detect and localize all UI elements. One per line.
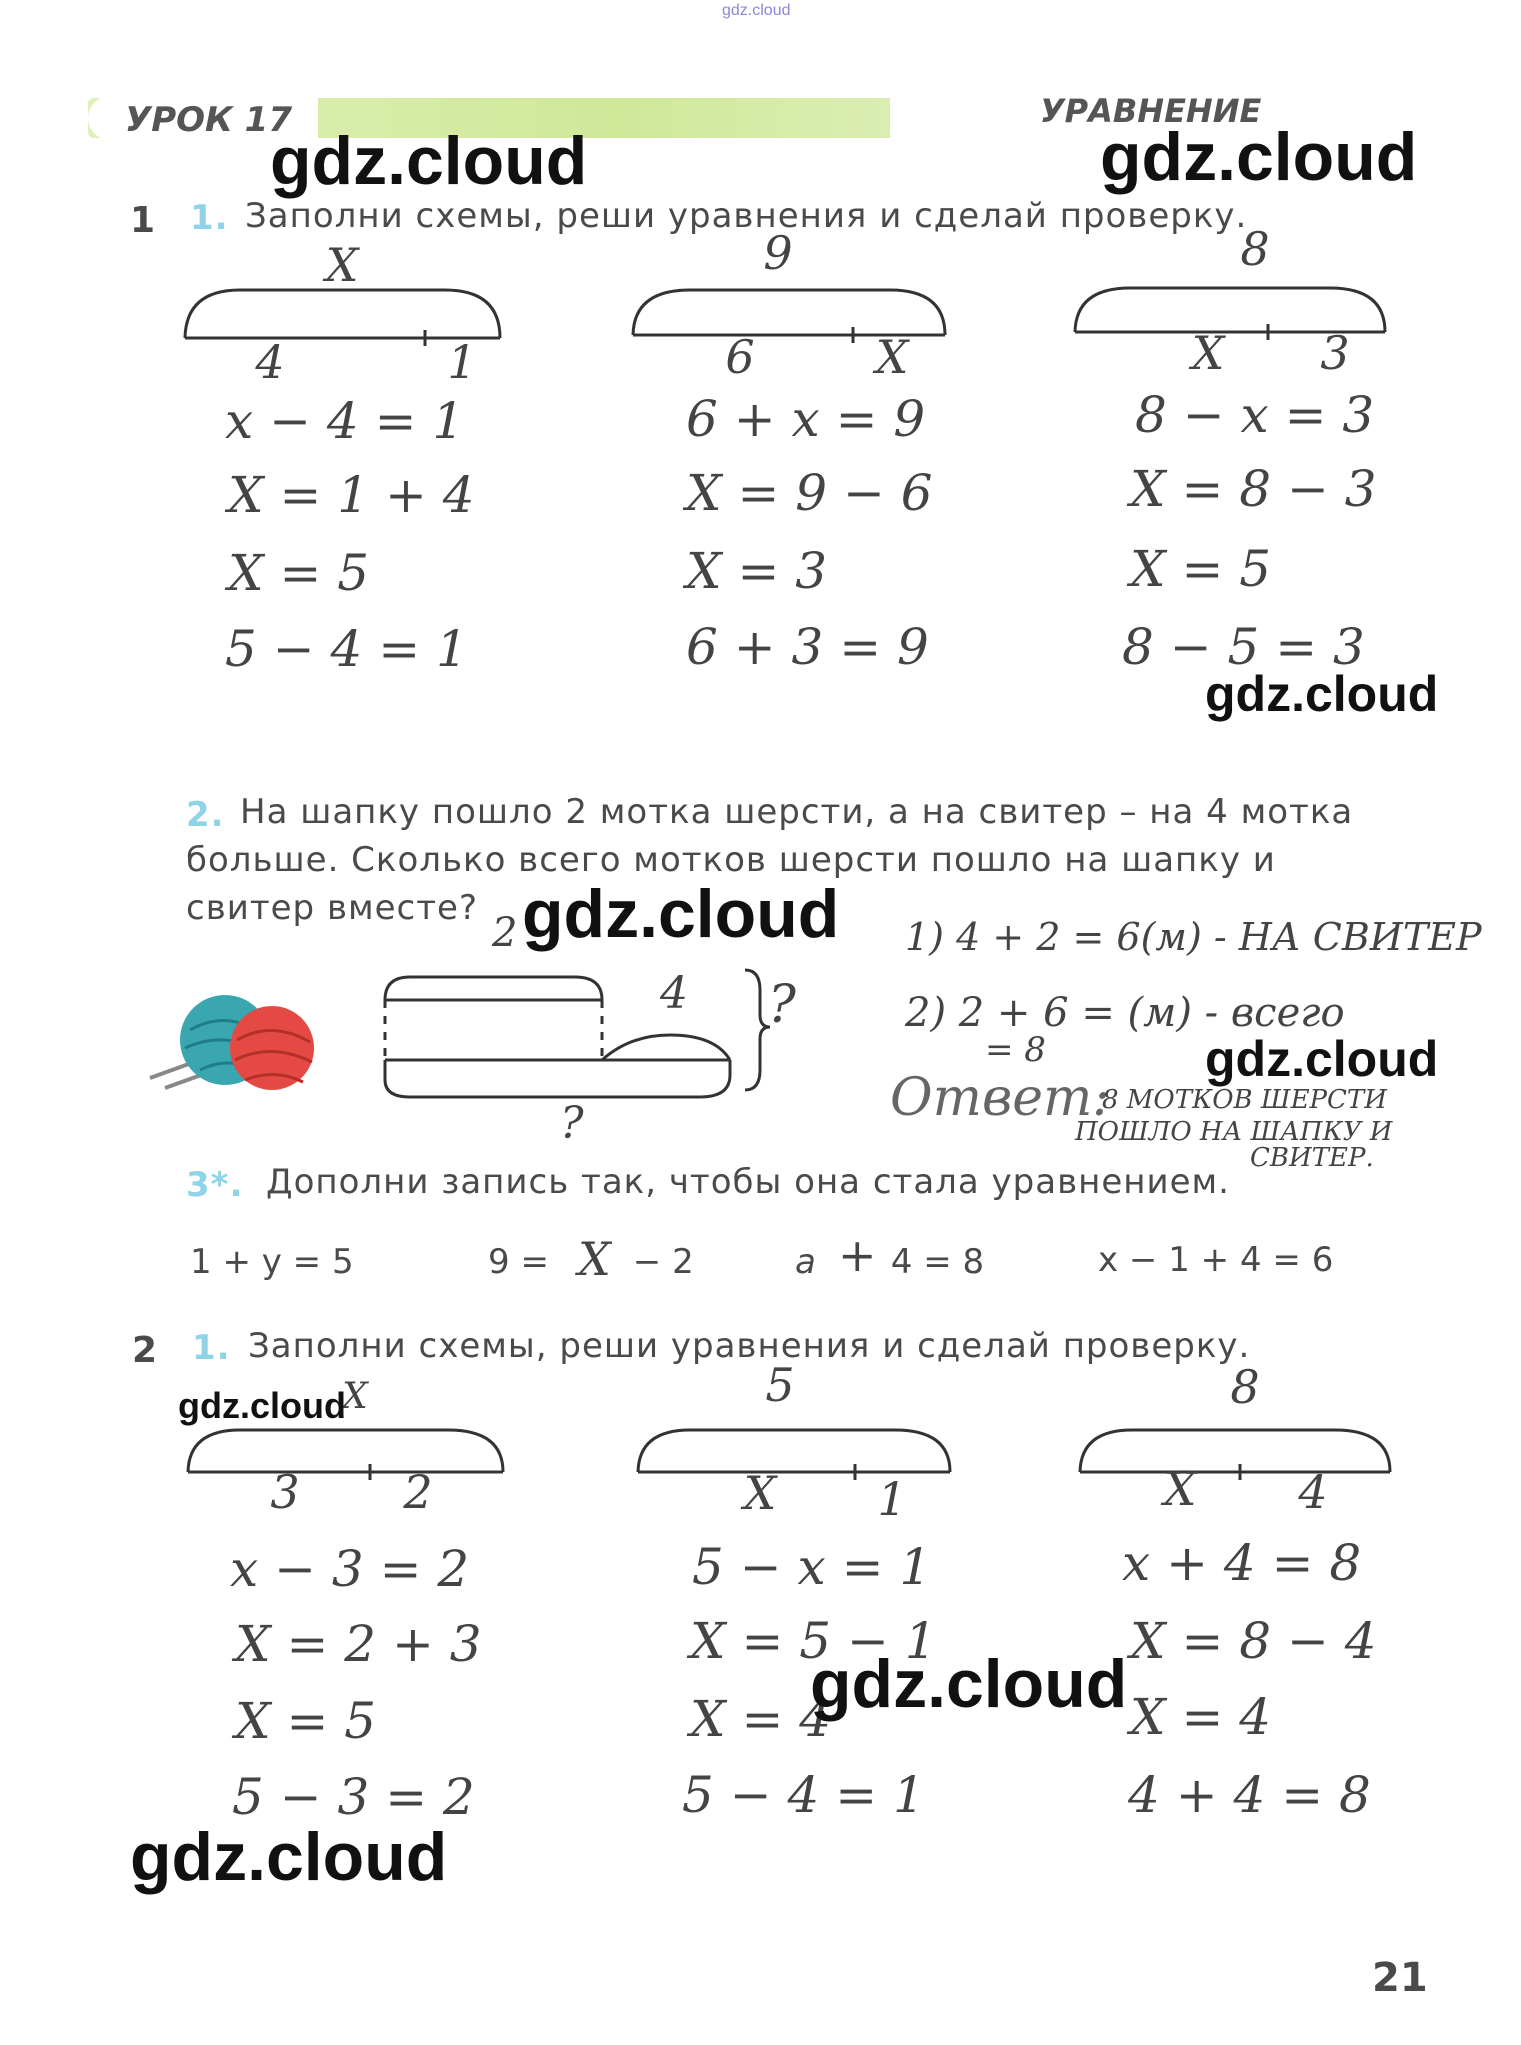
scheme1-right: 1 (447, 335, 477, 389)
solution-step1: 1) 4 + 2 = 6(м) - НА СВИТЕР (905, 915, 1482, 959)
task2-diagram (370, 955, 830, 1125)
section2-task-text: Заполни схемы, реши уравнения и сделай проверку. (248, 1326, 1251, 1366)
s2-scheme3-top: 8 (1230, 1360, 1260, 1414)
s2-scheme2-top: 5 (765, 1358, 795, 1412)
s1c2-line1: 6 + x = 9 (686, 390, 926, 448)
watermark: gdz.cloud (178, 1385, 346, 1426)
scheme2-right: X (875, 330, 909, 384)
task3-item3a: a (795, 1242, 827, 1282)
s1c3-line4: 8 − 5 = 3 (1122, 618, 1365, 676)
section2-task-number: 1. (192, 1328, 231, 1368)
task3-item3-blank: + (838, 1228, 877, 1282)
s2c1-line3: X = 5 (235, 1692, 377, 1750)
scheme2-left: 6 (725, 330, 755, 384)
section-number: 1 (130, 200, 156, 241)
task3-item2b: − 2 (622, 1242, 694, 1282)
lesson-title: УРОК 17 (125, 100, 292, 140)
s1c1-line1: x − 4 = 1 (225, 392, 465, 450)
s2c3-line4: 4 + 4 = 8 (1128, 1766, 1371, 1824)
s2-scheme1-right: 2 (403, 1465, 433, 1519)
task3-item2-blank: X (578, 1232, 611, 1286)
answer-label: Ответ: (890, 1068, 1110, 1128)
task3-item4: x − 1 + 4 = 6 (1098, 1240, 1334, 1280)
s2c3-line1: x + 4 = 8 (1122, 1534, 1362, 1592)
solution-step2: 2) 2 + 6 = (м) - всего (905, 990, 1345, 1036)
s2c1-line2: X = 2 + 3 (235, 1615, 482, 1673)
s2c2-line2: X = 5 − 1 (690, 1612, 937, 1670)
task2-line2: больше. Сколько всего мотков шерсти пошло на шапку и (186, 840, 1276, 880)
page-number: 21 (1372, 1955, 1428, 2001)
watermark: gdz.cloud (1205, 666, 1439, 722)
topic-title: УРАВНЕНИЕ (1040, 92, 1262, 130)
task3-text: Дополни запись так, чтобы она стала уравнением. (266, 1162, 1230, 1202)
task2-line1: На шапку пошло 2 мотка шерсти, а на свитер – на 4 мотка (240, 792, 1354, 832)
scheme3-top: 8 (1240, 222, 1270, 276)
diagram-top-label: 2 (492, 910, 518, 956)
scheme1-left: 4 (255, 335, 285, 389)
watermark: gdz.cloud (522, 876, 840, 952)
answer-line1: 8 МОТКОВ ШЕРСТИ (1102, 1085, 1387, 1115)
scheme1-top: X (325, 238, 359, 292)
s2-scheme3-left: X (1163, 1462, 1197, 1516)
s2c3-line2: X = 8 − 4 (1130, 1612, 1377, 1670)
watermark: gdz.cloud (1100, 119, 1418, 195)
section2-number: 2 (132, 1330, 158, 1371)
s2c2-line3: X = 4 (690, 1690, 832, 1748)
s2c1-line4: 5 − 3 = 2 (232, 1768, 475, 1826)
s2-scheme1-left: 3 (270, 1465, 300, 1519)
s1c1-line4: 5 − 4 = 1 (225, 620, 468, 678)
s2-scheme2-right: 1 (877, 1472, 907, 1526)
watermark: gdz.cloud (130, 1819, 448, 1895)
s1c2-line4: 6 + 3 = 9 (686, 618, 929, 676)
scheme2-top: 9 (763, 226, 793, 280)
diagram-extra-label: 4 (660, 968, 688, 1019)
s1c1-line3: X = 5 (228, 544, 370, 602)
s1c3-line2: X = 8 − 3 (1130, 460, 1377, 518)
task2-line3: свитер вместе? (186, 888, 479, 928)
s2c2-line1: 5 − x = 1 (692, 1538, 932, 1596)
scheme3-left: X (1191, 326, 1225, 380)
s1c2-line3: X = 3 (686, 542, 828, 600)
s2c1-line1: x − 3 = 2 (230, 1540, 470, 1598)
solution-step2b: = 8 (985, 1030, 1046, 1070)
task3-item1: 1 + y = 5 (190, 1242, 354, 1282)
s1c1-line2: X = 1 + 4 (228, 466, 475, 524)
watermark: gdz.cloud (1205, 1031, 1439, 1087)
task2-number: 2. (186, 795, 225, 835)
s2-scheme3-right: 4 (1298, 1465, 1328, 1519)
task-text: Заполни схемы, реши уравнения и сделай проверку. (245, 196, 1248, 236)
task3-number: 3*. (186, 1165, 244, 1205)
watermark: gdz.cloud (810, 1646, 1128, 1722)
yarn-balls-illustration (145, 960, 325, 1100)
watermark-top: gdz.cloud (722, 2, 791, 19)
task3-item2a: 9 = (488, 1242, 560, 1282)
s1c3-line3: X = 5 (1130, 540, 1272, 598)
task-number: 1. (190, 198, 229, 238)
answer-line3: СВИТЕР. (1250, 1143, 1374, 1173)
s1c2-line2: X = 9 − 6 (686, 464, 933, 522)
s2c3-line3: X = 4 (1130, 1688, 1272, 1746)
s2-scheme2-left: X (743, 1466, 777, 1520)
scheme3-right: 3 (1320, 326, 1350, 380)
task3-item3b: 4 = 8 (880, 1242, 985, 1282)
answer-line2: ПОШЛО НА ШАПКУ И (1075, 1117, 1393, 1147)
s1c3-line1: 8 − x = 3 (1135, 386, 1375, 444)
s2-scheme1-top: X (342, 1376, 368, 1417)
s2c2-line4: 5 − 4 = 1 (682, 1766, 925, 1824)
watermark: gdz.cloud (270, 123, 588, 199)
diagram-bottom-label: ? (560, 1098, 584, 1149)
diagram-brace-label: ? (768, 975, 796, 1035)
